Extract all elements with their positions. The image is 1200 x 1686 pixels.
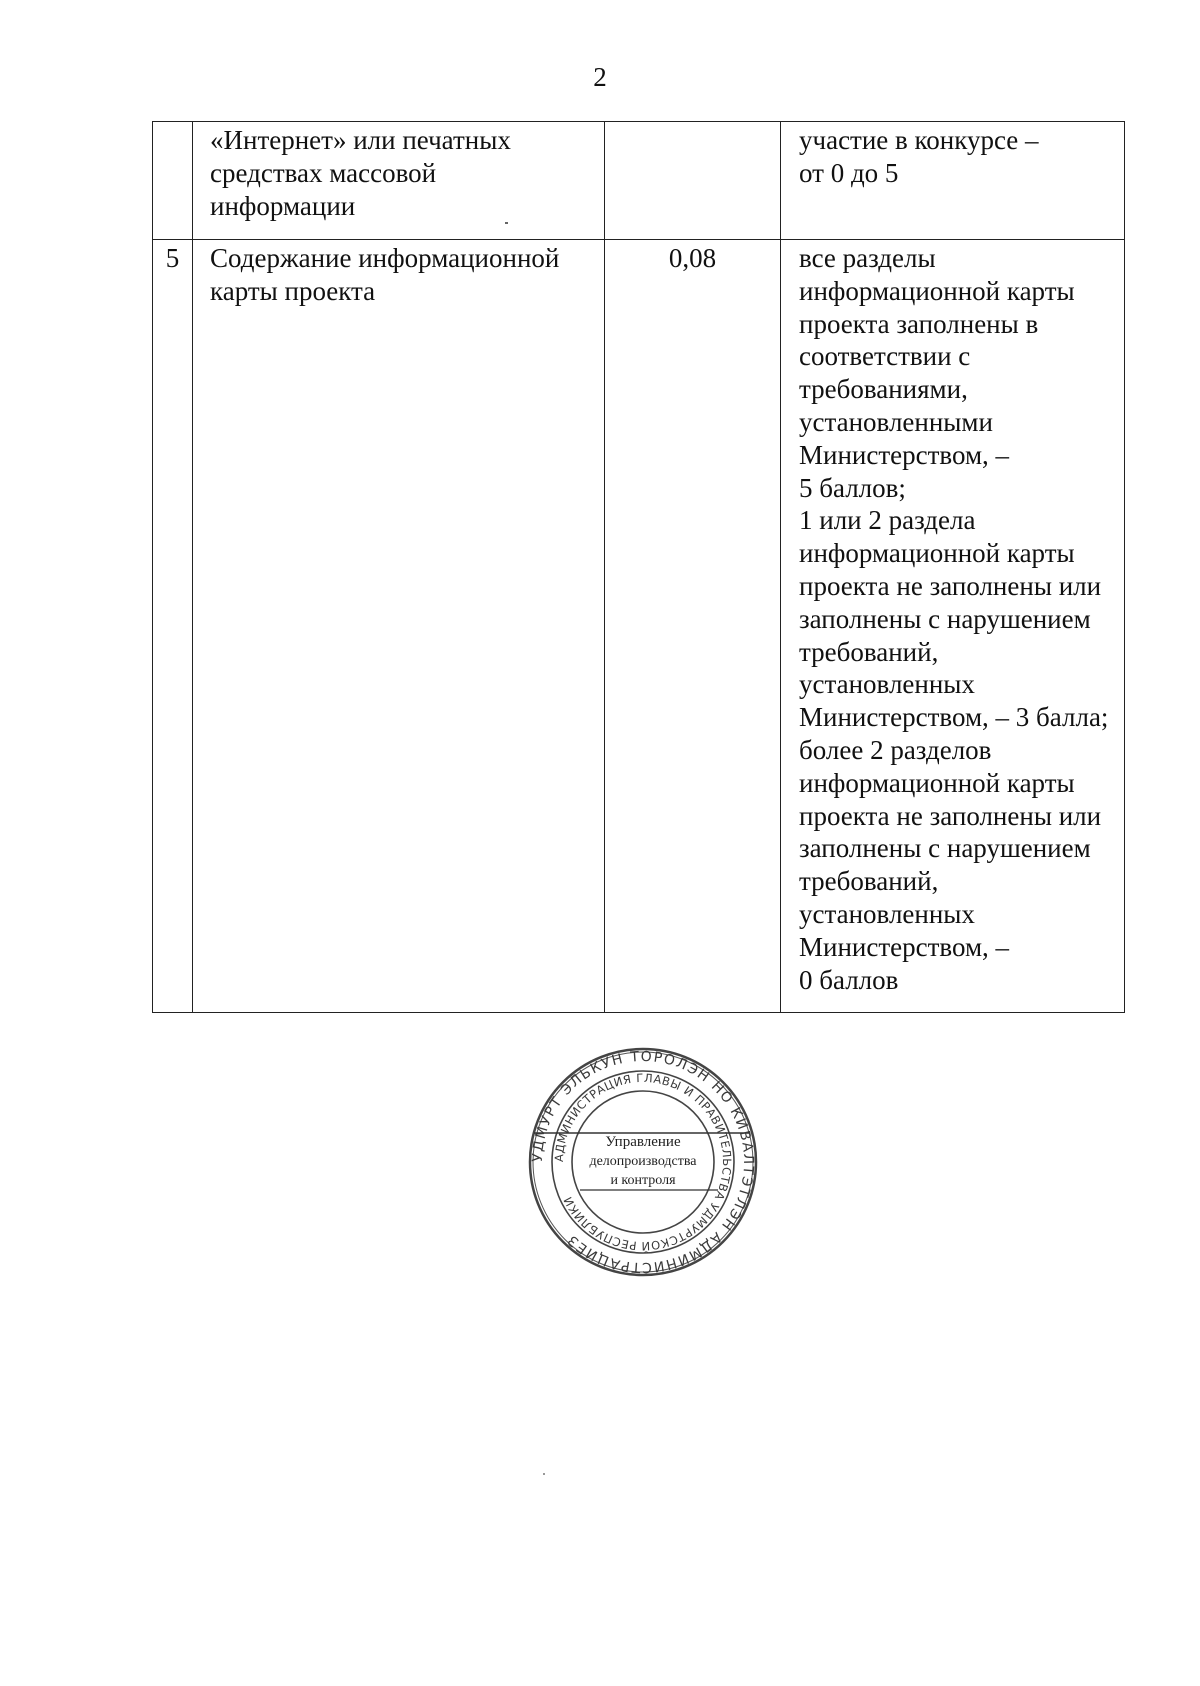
score-line: более 2 разделов bbox=[799, 734, 992, 765]
score-line: Министерством, – 3 балла; bbox=[799, 702, 1109, 733]
score-line: информационной карты bbox=[799, 767, 1075, 798]
score-line: требованиями, bbox=[799, 374, 968, 405]
score-line: проекта не заполнены или bbox=[799, 570, 1102, 601]
table-row bbox=[153, 240, 1125, 1013]
page-number: 2 bbox=[593, 62, 607, 92]
score-line: соответствии с bbox=[799, 341, 971, 372]
criterion-name-line: «Интернет» или печатных bbox=[210, 125, 511, 155]
official-seal bbox=[528, 1047, 758, 1277]
row-number-cell: 5 bbox=[153, 240, 193, 1013]
score-line: установленными bbox=[799, 406, 993, 437]
score-line: Министерством, – bbox=[799, 439, 1010, 470]
score-line: проекта не заполнены или bbox=[799, 800, 1102, 831]
score-line: 1 или 2 раздела bbox=[799, 505, 976, 536]
table-row bbox=[153, 122, 1125, 240]
seal-center-line: делопроизводства bbox=[589, 1154, 697, 1169]
weight-cell bbox=[605, 122, 781, 240]
score-line: информационной карты bbox=[799, 275, 1075, 306]
seal-outer-text: УДМУРТ ЭЛЬКУН ТОРОЛЭН НО КИВАЛТЭТЛЭН АДМИНИСТРАЦИЕЗ bbox=[529, 1048, 757, 1276]
score-line: установленных bbox=[799, 669, 975, 700]
criterion-name-line: средствах массовой bbox=[210, 157, 437, 188]
seal-graphic bbox=[528, 1047, 758, 1277]
weight-cell: 0,08 bbox=[605, 240, 781, 1013]
score-cell bbox=[781, 122, 1125, 240]
criterion-name-cell bbox=[193, 122, 605, 240]
score-line: требований, bbox=[799, 636, 939, 667]
score-line: заполнены с нарушением bbox=[799, 833, 1091, 864]
criterion-name-cell bbox=[193, 240, 605, 1013]
score-line: установленных bbox=[799, 898, 975, 929]
criterion-name-line: Содержание информационной bbox=[210, 243, 560, 273]
score-line: заполнены с нарушением bbox=[799, 603, 1091, 634]
score-line: от 0 до 5 bbox=[799, 157, 899, 188]
score-line: участие в конкурсе – bbox=[799, 125, 1039, 155]
score-line: 0 баллов bbox=[799, 964, 899, 995]
score-line: 5 баллов; bbox=[799, 472, 906, 503]
criteria-table bbox=[152, 121, 1125, 1013]
score-line: Министерством, – bbox=[799, 931, 1010, 962]
criterion-name-line: информации bbox=[210, 190, 356, 221]
score-line: проекта заполнены в bbox=[799, 308, 1039, 339]
score-line: требований, bbox=[799, 866, 939, 897]
score-cell bbox=[781, 240, 1125, 1013]
scan-speck bbox=[543, 1473, 545, 1475]
score-line: все разделы bbox=[799, 243, 936, 273]
score-line: информационной карты bbox=[799, 538, 1075, 569]
row-number-cell bbox=[153, 122, 193, 240]
seal-center-line: Управление bbox=[605, 1134, 681, 1150]
criterion-name-line: карты проекта bbox=[210, 275, 376, 306]
seal-center-line: и контроля bbox=[610, 1173, 676, 1188]
seal-inner-text: АДМИНИСТРАЦИЯ ГЛАВЫ И ПРАВИТЕЛЬСТВА УДМУРТСКОЙ РЕСПУБЛИКИ bbox=[551, 1070, 735, 1254]
